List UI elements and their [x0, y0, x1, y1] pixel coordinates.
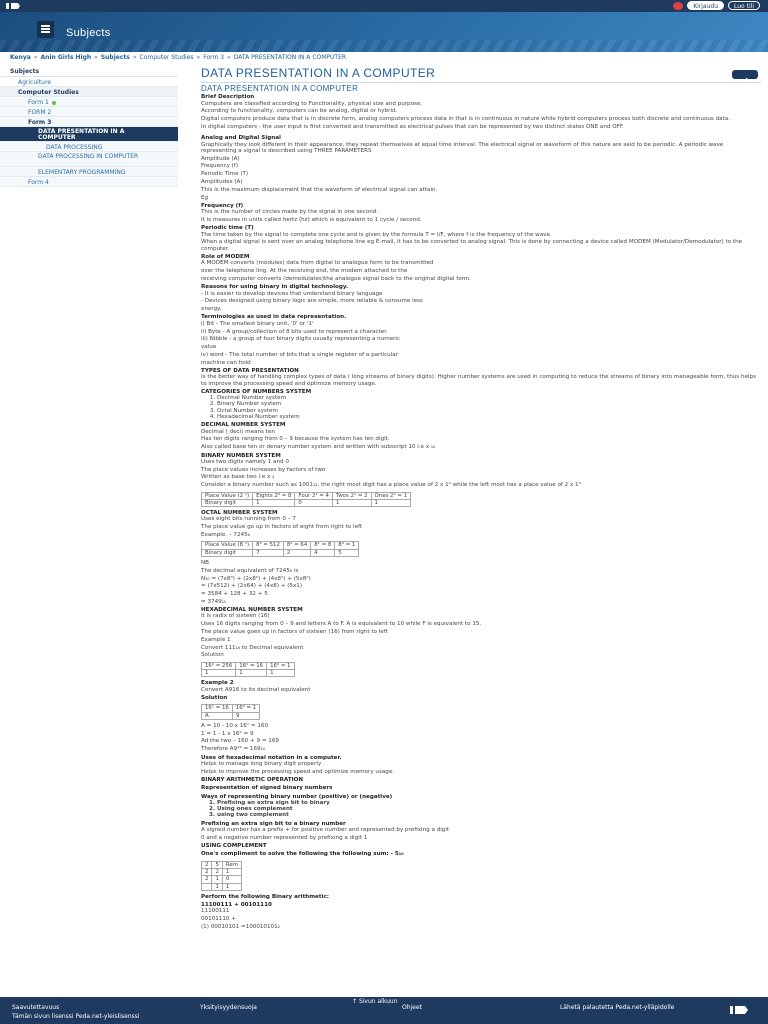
- paragraph: Has ten digits ranging from 0 – 9 because the system has ten digit.: [201, 436, 390, 443]
- paragraph: Periodic Time (T): [201, 171, 249, 178]
- paragraph: The place values increases by factors of two: [201, 466, 326, 473]
- list-item: 1. Decimal Number system: [217, 395, 757, 401]
- sidebar-item-form3[interactable]: Form 3: [0, 117, 178, 127]
- list-item: 3. using two complement: [217, 812, 757, 818]
- paragraph: value: [201, 344, 217, 351]
- paragraph: receiving computer converts (demodulates)the analogue signal back to the original digital form.: [201, 275, 472, 282]
- table-cell: 9: [232, 712, 259, 719]
- book-stack-icon: [41, 25, 50, 33]
- paragraph: Uses 16 digits ranging from 0 – 9 and letters A to F. A is equivalent to 10 while F is equivalent to 15.: [201, 621, 482, 628]
- share-button[interactable]: [732, 70, 758, 79]
- table-row: [202, 670, 295, 677]
- binary-place-value-table: [201, 492, 411, 508]
- sidebar-item-data-presentation[interactable]: DATA PRESENTATION IN A COMPUTER: [0, 127, 178, 142]
- language-flag-icon[interactable]: [673, 2, 683, 10]
- top-utility-bar: [0, 0, 768, 12]
- table-row: [202, 549, 359, 556]
- paragraph: = 3584 + 128 + 32 + 5: [201, 591, 268, 598]
- paragraph: Amplitudes (A): [201, 179, 243, 186]
- paragraph: Therefore A9¹⁶ = 169₁₀: [201, 746, 266, 753]
- section-heading: Terminologies as used in data representation.: [201, 314, 347, 321]
- section-heading: HEXADECIMAL NUMBER SYSTEM: [201, 607, 303, 614]
- table-cell: 2: [202, 876, 212, 883]
- sidebar-item-agriculture[interactable]: Agriculture: [0, 77, 178, 87]
- paragraph: ii) Byte - A group/collection of 8 bits used to represent a character.: [201, 328, 388, 335]
- table-cell: 1: [222, 868, 241, 875]
- table-row: [202, 662, 295, 669]
- sidebar-item-computer-studies[interactable]: Computer Studies: [0, 87, 178, 97]
- back-to-top-link[interactable]: [352, 998, 398, 1005]
- section-heading: Role of MODEM: [201, 254, 250, 261]
- remainder-table: [201, 861, 242, 891]
- table-cell: 1: [332, 499, 371, 506]
- page-title: DATA PRESENTATION IN A COMPUTER: [201, 66, 761, 83]
- table-cell: 1: [267, 670, 294, 677]
- article-heading: DATA PRESENTATION IN A COMPUTER: [201, 84, 359, 93]
- paragraph: Digital computers produce data that is in discrete form, analog computers process data in that is in continuous in nature while hybrid computers process both discrete and continuous data.: [201, 116, 731, 123]
- list-item: 4. Hexadecimal Number system: [217, 414, 757, 420]
- paragraph: It is radix of sixteen (16): [201, 613, 270, 620]
- table-cell: 8² = 64: [283, 542, 310, 549]
- section-heading: 11100111 + 00101110: [201, 902, 272, 909]
- table-row: [202, 705, 260, 712]
- paragraph: Ad the two – 160 + 9 = 169: [201, 738, 279, 745]
- footer-feedback-link[interactable]: Lähetä palautetta Peda.net-ylläpidolle: [560, 1004, 675, 1011]
- article-content: [201, 86, 757, 932]
- brief-heading: Brief Description: [201, 94, 255, 101]
- table-cell: Eights 2³ = 8: [253, 492, 295, 499]
- paragraph: i) Bit - The smallest binary unit, '0' or '1': [201, 320, 314, 327]
- table-cell: 1: [222, 883, 241, 890]
- table-row: [202, 542, 359, 549]
- breadcrumb-current[interactable]: DATA PRESENTATION IN A COMPUTER: [233, 54, 347, 61]
- table-cell: 16⁰ = 1: [267, 662, 294, 669]
- breadcrumb: Kenya » Anin Girls High » Subjects » Computer Studies » Form 3 » DATA PRESENTATION IN A COMPUTER: [10, 54, 347, 61]
- paragraph: In digital computers - the user input is first converted and transmitted as electrical pulses that can be represented by two distinct states ONE and OFF.: [201, 123, 624, 130]
- section-heading: Reasons for using binary in digital technology.: [201, 284, 349, 291]
- paragraph: A = 10 - 10 x 16¹ = 160: [201, 722, 269, 729]
- paragraph: Example 1: [201, 636, 231, 643]
- login-button[interactable]: Kirjaudu: [687, 1, 724, 10]
- table-cell: 8⁰ = 1: [335, 542, 359, 549]
- table-cell: A: [202, 712, 233, 719]
- table-row: [202, 861, 242, 868]
- paragraph: Helps to improve the processing speed and optimize memory usage.: [201, 768, 395, 775]
- section-heading: Analog and Digital Signal: [201, 135, 281, 142]
- paragraph: Example. – 7245₈: [201, 532, 250, 539]
- paragraph: This is the number of circles made by the signal in one second.: [201, 209, 379, 216]
- paragraph: Uses two digits namely 1 and 0: [201, 458, 289, 465]
- paragraph: Computers are classified according to Functionality, physical size and purpose.: [201, 100, 423, 107]
- paragraph: Solution: [201, 652, 224, 659]
- sidebar-nav: [0, 66, 178, 187]
- paragraph: 1 = 1 - 1 x 16⁰ = 9: [201, 730, 254, 737]
- list-item: 1. Prefixing an extra sign bit to binary: [217, 800, 757, 806]
- paragraph: 00101110 +: [201, 916, 236, 923]
- main-header: [201, 66, 761, 83]
- paragraph: A signed number has a prefix + for positive number and represented by prefixing a digit: [201, 827, 450, 833]
- paragraph: iii) Nibble - a group of four binary digits usually representing a numeric: [201, 336, 401, 343]
- paragraph: N₁₀ = (7x8³) + (2x8²) + (4x8¹) + (5x8⁰): [201, 575, 311, 582]
- section-heading: OCTAL NUMBER SYSTEM: [201, 510, 278, 517]
- sidebar-item-data-processing[interactable]: DATA PROCESSING: [0, 142, 178, 152]
- table-cell: Rem: [222, 861, 241, 868]
- section-heading: BINARY ARITHMETIC OPERATION: [201, 776, 304, 783]
- sidebar-item-form4[interactable]: Form 4: [0, 177, 178, 187]
- table-cell: 1: [236, 670, 267, 677]
- back-to-top-label: Sivun alkuun: [358, 998, 398, 1005]
- table-cell: 16¹ = 16: [236, 662, 267, 669]
- paragraph: = 3749₁₀: [201, 598, 227, 605]
- paragraph: NB: [201, 559, 210, 566]
- paragraph: (1) 00010101 =100010101₂: [201, 924, 280, 931]
- sidebar-item-label: Form 1: [28, 99, 49, 106]
- paragraph: Also called base ten or denary number system and written with subscript 10 i.e x ₁₀: [201, 444, 436, 451]
- breadcrumb-school[interactable]: Anin Girls High: [40, 54, 92, 61]
- paragraph: Amplitude (A): [201, 155, 240, 162]
- section-heading: Prefixing an extra sign bit to a binary number: [201, 820, 346, 827]
- paragraph: Eg: [201, 194, 209, 201]
- footer: [0, 997, 768, 1024]
- table-row: [202, 499, 411, 506]
- footer-accessibility-link[interactable]: Saavutettavuus: [12, 1004, 60, 1011]
- arrow-up-icon: ↑: [352, 998, 359, 1005]
- paragraph: Consider a binary number such as 1001₁₂, the right most digit has a place value of 2 x 1⁰ while the left most has a place value of 2 x 1³: [201, 482, 581, 489]
- paragraph: Graphically they look different in their appearance, they repeat themselves at equal time interval. The electrical signal or waveform of this nature are said to be periodic. A periodic wave representing a signal is described using THREE PARAMETERS: [201, 141, 724, 154]
- paragraph: When a digital signal is sent over an analog telephone line eg E-mail, it has to be converted to analog signal. This is done by connecting a device called MODEM (Modulator/Demodulator) to the computer.: [201, 239, 743, 252]
- table-cell: Four 2² = 4: [295, 492, 333, 499]
- table-cell: 2: [202, 861, 212, 868]
- breadcrumb-subjects[interactable]: Subjects: [100, 54, 130, 61]
- section-heading: Example 2: [201, 680, 234, 687]
- table-cell: 8³ = 512: [253, 542, 284, 549]
- table-cell: 0: [295, 499, 333, 506]
- table-cell: Ones 2⁰ = 1: [371, 492, 410, 499]
- paragraph: 11100111: [201, 908, 230, 915]
- paragraph: energy.: [201, 306, 222, 313]
- paragraph: Convert A916 to its decimal equivalent: [201, 686, 311, 693]
- breadcrumb-kenya[interactable]: Kenya: [10, 54, 31, 61]
- breadcrumb-form3[interactable]: Form 3: [203, 54, 225, 61]
- table-cell: 1: [202, 670, 236, 677]
- paragraph: The decimal equivalent of 7245₈ is: [201, 567, 299, 574]
- footer-license-link[interactable]: Tämän sivun lisenssi Peda.net-yleislisenssi: [12, 1013, 140, 1020]
- section-heading: One's compliment to solve the following the following sum: - 5₁₀: [201, 851, 404, 858]
- paragraph: = (7x512) + (2x64) + (4x8) + (5x1): [201, 583, 303, 590]
- list-item: 2. Using ones complement: [217, 806, 757, 812]
- paragraph: Frequency (f): [201, 163, 239, 170]
- paragraph: It is measures in units called hertz (hz) which is equivalent to 1 cycle / second.: [201, 217, 422, 224]
- paragraph: machine can hold: [201, 359, 251, 366]
- table-cell: Binary digit: [202, 499, 253, 506]
- footer-help-link[interactable]: Ohjeet: [402, 1004, 422, 1011]
- section-heading: Solution: [201, 694, 228, 701]
- footer-privacy-link[interactable]: Yksityisyydensuoja: [200, 1004, 257, 1011]
- table-cell: 5: [212, 861, 222, 868]
- sidebar-item-form2[interactable]: FORM 2: [0, 107, 178, 117]
- table-cell: 2: [202, 868, 212, 875]
- hex-example2-table: [201, 704, 260, 720]
- table-cell: 1: [253, 499, 295, 506]
- paragraph: - It is easier to develop devices that understand binary language: [201, 290, 383, 297]
- table-row: [202, 883, 242, 890]
- paragraph: Decimal ( deci) means ten: [201, 428, 275, 435]
- table-cell: 16⁰ = 1: [232, 705, 259, 712]
- table-row: [202, 492, 411, 499]
- table-cell: 5: [335, 549, 359, 556]
- table-cell: 1: [212, 883, 222, 890]
- section-heading: DECIMAL NUMBER SYSTEM: [201, 422, 286, 429]
- section-heading: Frequency (f): [201, 202, 244, 209]
- table-cell: Place Value (8 ⁿ): [202, 542, 253, 549]
- signup-button[interactable]: Luo tili: [728, 1, 760, 10]
- breadcrumb-computer-studies[interactable]: Computer Studies: [139, 54, 194, 61]
- sidebar-heading[interactable]: Subjects: [0, 66, 178, 77]
- section-heading: TYPES OF DATA PRESENTATION: [201, 367, 299, 374]
- table-cell: 2: [212, 868, 222, 875]
- section-heading: USING COMPLEMENT: [201, 843, 267, 850]
- list-item: 3. Octal Number system: [217, 408, 757, 414]
- section-heading: Uses of hexadecimal notation in a computer.: [201, 754, 342, 761]
- section-heading: Perform the following Binary arithmetic:: [201, 893, 329, 900]
- table-cell: 8¹ = 8: [311, 542, 335, 549]
- paragraph: The time taken by the signal to complete one cycle and is given by the formula T = I/F, where f is the frequency of the wave.: [201, 231, 552, 238]
- table-cell: Twos 2¹ = 2: [332, 492, 371, 499]
- paragraph: - Devices designed using binary logic are simple, more reliable & consume less: [201, 298, 423, 305]
- paragraph: According to functionality, computers can be analog, digital or hybrid.: [201, 108, 398, 115]
- table-cell: 16² = 256: [202, 662, 236, 669]
- table-cell: 1: [212, 876, 222, 883]
- new-dot-icon: [52, 101, 56, 105]
- list-item: 2. Binary Number system: [217, 401, 757, 407]
- paragraph: Uses eight bits running from 0 – 7: [201, 516, 296, 523]
- section-heading: Ways of representing binary number (positive) or (negative): [201, 793, 393, 800]
- table-cell: [202, 883, 212, 890]
- paragraph: The place value go up in factors of eight from right to left: [201, 524, 363, 531]
- ways-list: [217, 800, 757, 819]
- banner-decoration: [0, 40, 768, 52]
- section-heading: BINARY NUMBER SYSTEM: [201, 452, 281, 459]
- section-heading: Periodic time (T): [201, 225, 254, 232]
- section-heading: CATEGORIES OF NUMBERS SYSTEM: [201, 388, 312, 395]
- sidebar-item-elementary-programming[interactable]: ELEMENTARY PROGRAMMING: [0, 167, 178, 177]
- paragraph: Convert 111₁₆ to Decimal equivalent: [201, 644, 304, 651]
- table-cell: 1: [371, 499, 410, 506]
- paragraph: over the telephone ling. At the receiving end, the modem attached to the: [201, 268, 408, 275]
- table-cell: Place Value (2 ⁿ): [202, 492, 253, 499]
- sidebar-item-form1[interactable]: [0, 97, 178, 107]
- table-row: [202, 876, 242, 883]
- paragraph: The place value goes up in factors of sixteen (16) from right to left: [201, 629, 388, 636]
- paragraph: Helps to manage long binary digit properly: [201, 760, 322, 767]
- peda-logo-icon[interactable]: [6, 2, 22, 10]
- octal-place-value-table: [201, 541, 359, 557]
- table-cell: 7: [253, 549, 284, 556]
- table-cell: 2: [283, 549, 310, 556]
- table-cell: 4: [311, 549, 335, 556]
- paragraph: 0 and a negative number represented by prefixing a digit 1: [201, 834, 368, 841]
- paragraph: Written as base two i.e x ₂: [201, 474, 275, 481]
- table-row: [202, 712, 260, 719]
- number-systems-list: [217, 395, 757, 420]
- table-cell: 16¹ = 16: [202, 705, 233, 712]
- table-row: [202, 868, 242, 875]
- section-heading: Representation of signed binary numbers: [201, 785, 333, 792]
- table-cell: 0: [222, 876, 241, 883]
- paragraph: A MODEM converts (modules) data from digital to analogue form to be transmitted: [201, 260, 434, 267]
- share-arrow-icon: [732, 76, 758, 85]
- paragraph: iv) word - The total number of bits that a single register of a particular: [201, 351, 399, 358]
- table-cell: Binary digit: [202, 549, 253, 556]
- paragraph: Is the better way of handling complex types of data ( long streams of binary digits). Higher number systems are used in computing to reduce the streams of binary into manageable form, thus helps to improve the processing speed and optimize memory usage.: [201, 374, 756, 387]
- sidebar-item-data-processing-in-computer[interactable]: DATA PROCESSING IN COMPUTER: [0, 152, 178, 167]
- section-banner: [0, 12, 768, 52]
- peda-footer-logo-icon[interactable]: [730, 1005, 750, 1015]
- banner-title[interactable]: Subjects: [66, 27, 111, 39]
- hex-example1-table: [201, 662, 295, 678]
- paragraph: This is the maximum displacement that the waveform of electrical signal can attain.: [201, 186, 438, 193]
